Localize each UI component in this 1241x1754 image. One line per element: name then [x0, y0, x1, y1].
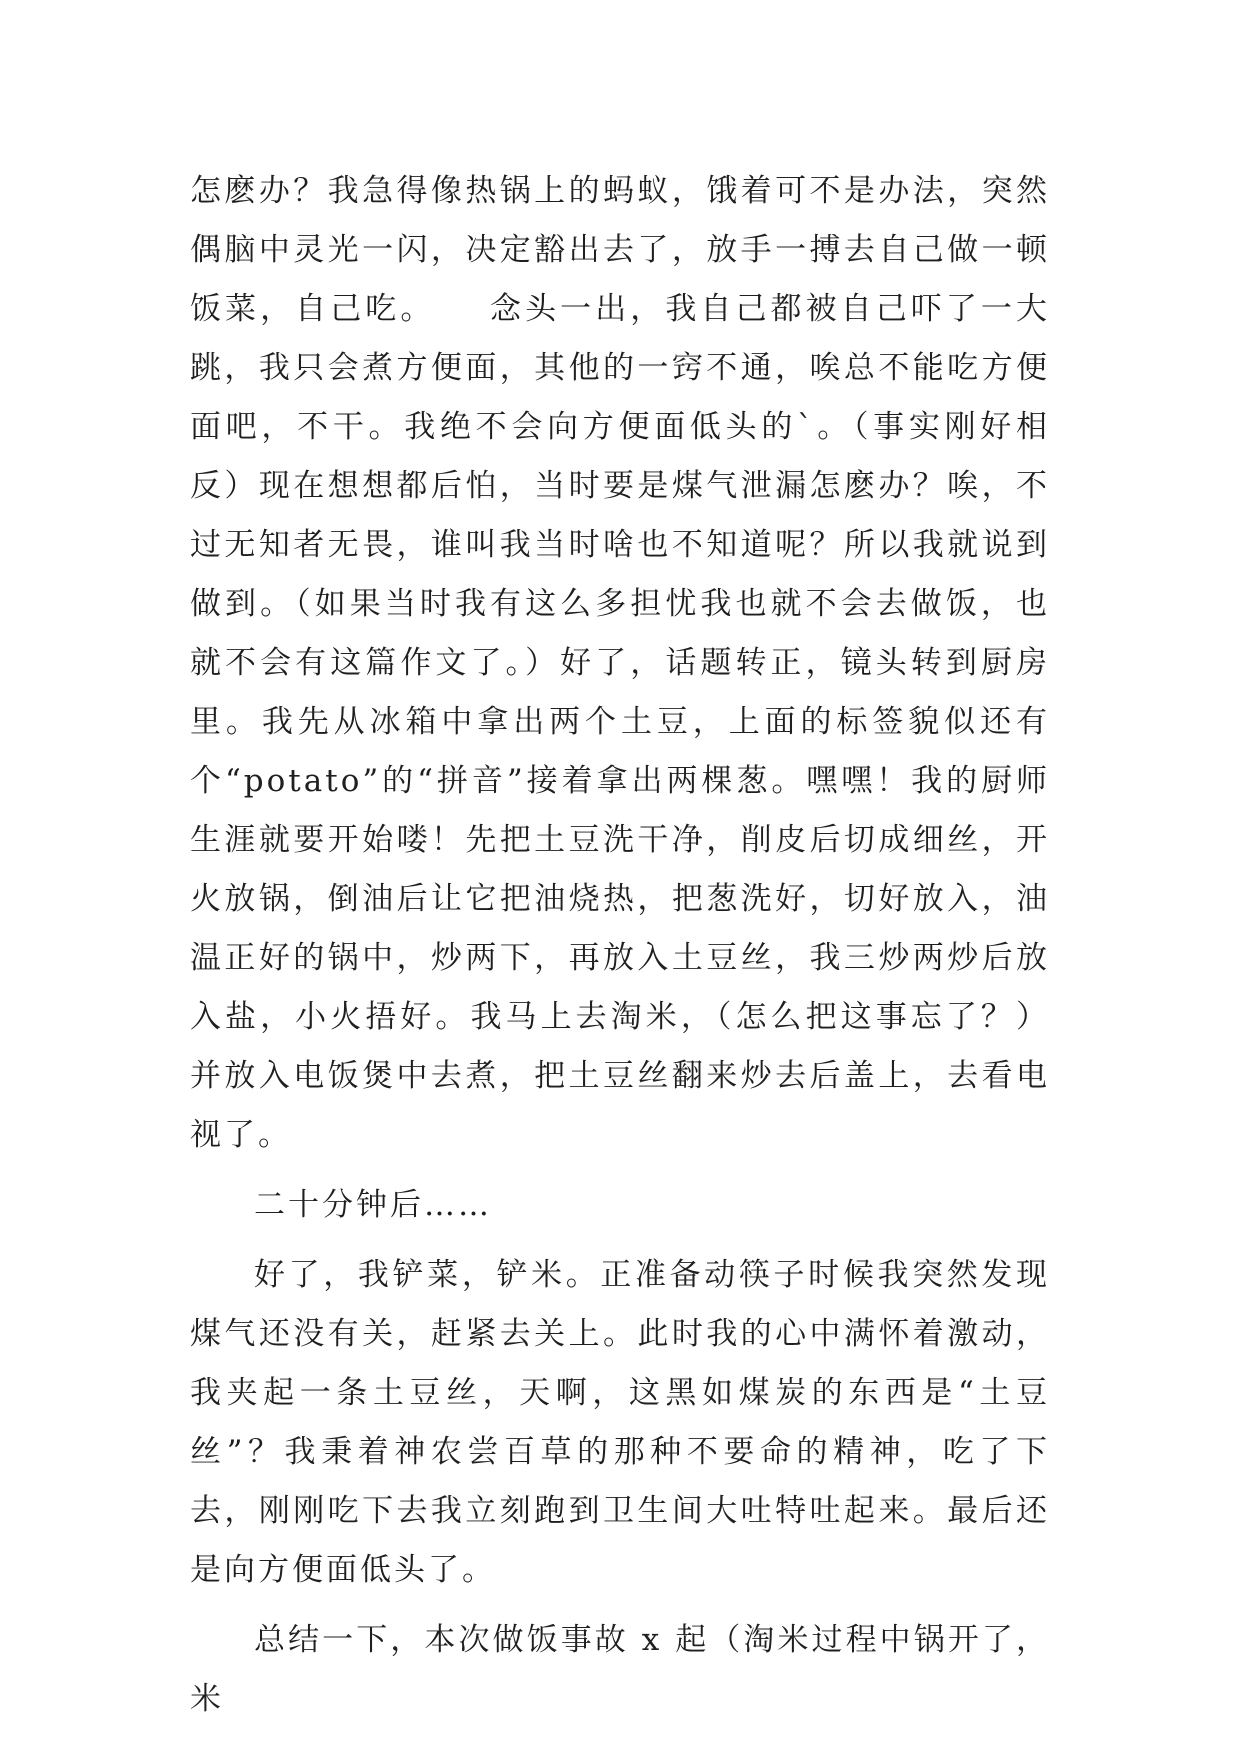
article-body: [190, 162, 1050, 1729]
paragraph-1: 怎麽办？我急得像热锅上的蚂蚁，饿着可不是办法，突然偶脑中灵光一闪，决定豁出去了，放手一搏去自己做一顿饭菜，自己吃。 念头一出，我自己都被自己吓了一大跳，我只会煮方便面，其他的一窍不通，唉总不能吃方便面吧，不干。我绝不会向方便面低头的`。（事实刚好相反）现在想想都后怕，当时要是煤气泄漏怎麽办？唉，不过无知者无畏，谁叫我当时啥也不知道呢？所以我就说到做到。（如果当时我有这么多担忧我也就不会去做饭，也就不会有这篇作文了。）好了，话题转正，镜头转到厨房里。我先从冰箱中拿出两个土豆，上面的标签貌似还有个“potato”的“拼音”接着拿出两棵葱。嘿嘿！我的厨师生涯就要开始喽！先把土豆洗干净，削皮后切成细丝，开火放锅，倒油后让它把油烧热，把葱洗好，切好放入，油温正好的锅中，炒两下，再放入土豆丝，我三炒两炒后放入盐，小火捂好。我马上去淘米，（怎么把这事忘了？）并放入电饭煲中去煮，把土豆丝翻来炒去后盖上，去看电视了。: [190, 173, 1050, 1153]
paragraph-4: 总结一下，本次做饭事故 x 起（淘米过程中锅开了，米: [190, 1622, 1050, 1717]
paragraph-2: 二十分钟后……: [254, 1187, 492, 1223]
paragraph-3: 好了，我铲菜，铲米。正准备动筷子时候我突然发现煤气还没有关，赶紧去关上。此时我的心中满怀着激动，我夹起一条土豆丝，天啊，这黑如煤炭的东西是“土豆丝”？我秉着神农尝百草的那种不要命的精神，吃了下去，刚刚吃下去我立刻跑到卫生间大吐特吐起来。最后还是向方便面低头了。: [190, 1257, 1050, 1588]
